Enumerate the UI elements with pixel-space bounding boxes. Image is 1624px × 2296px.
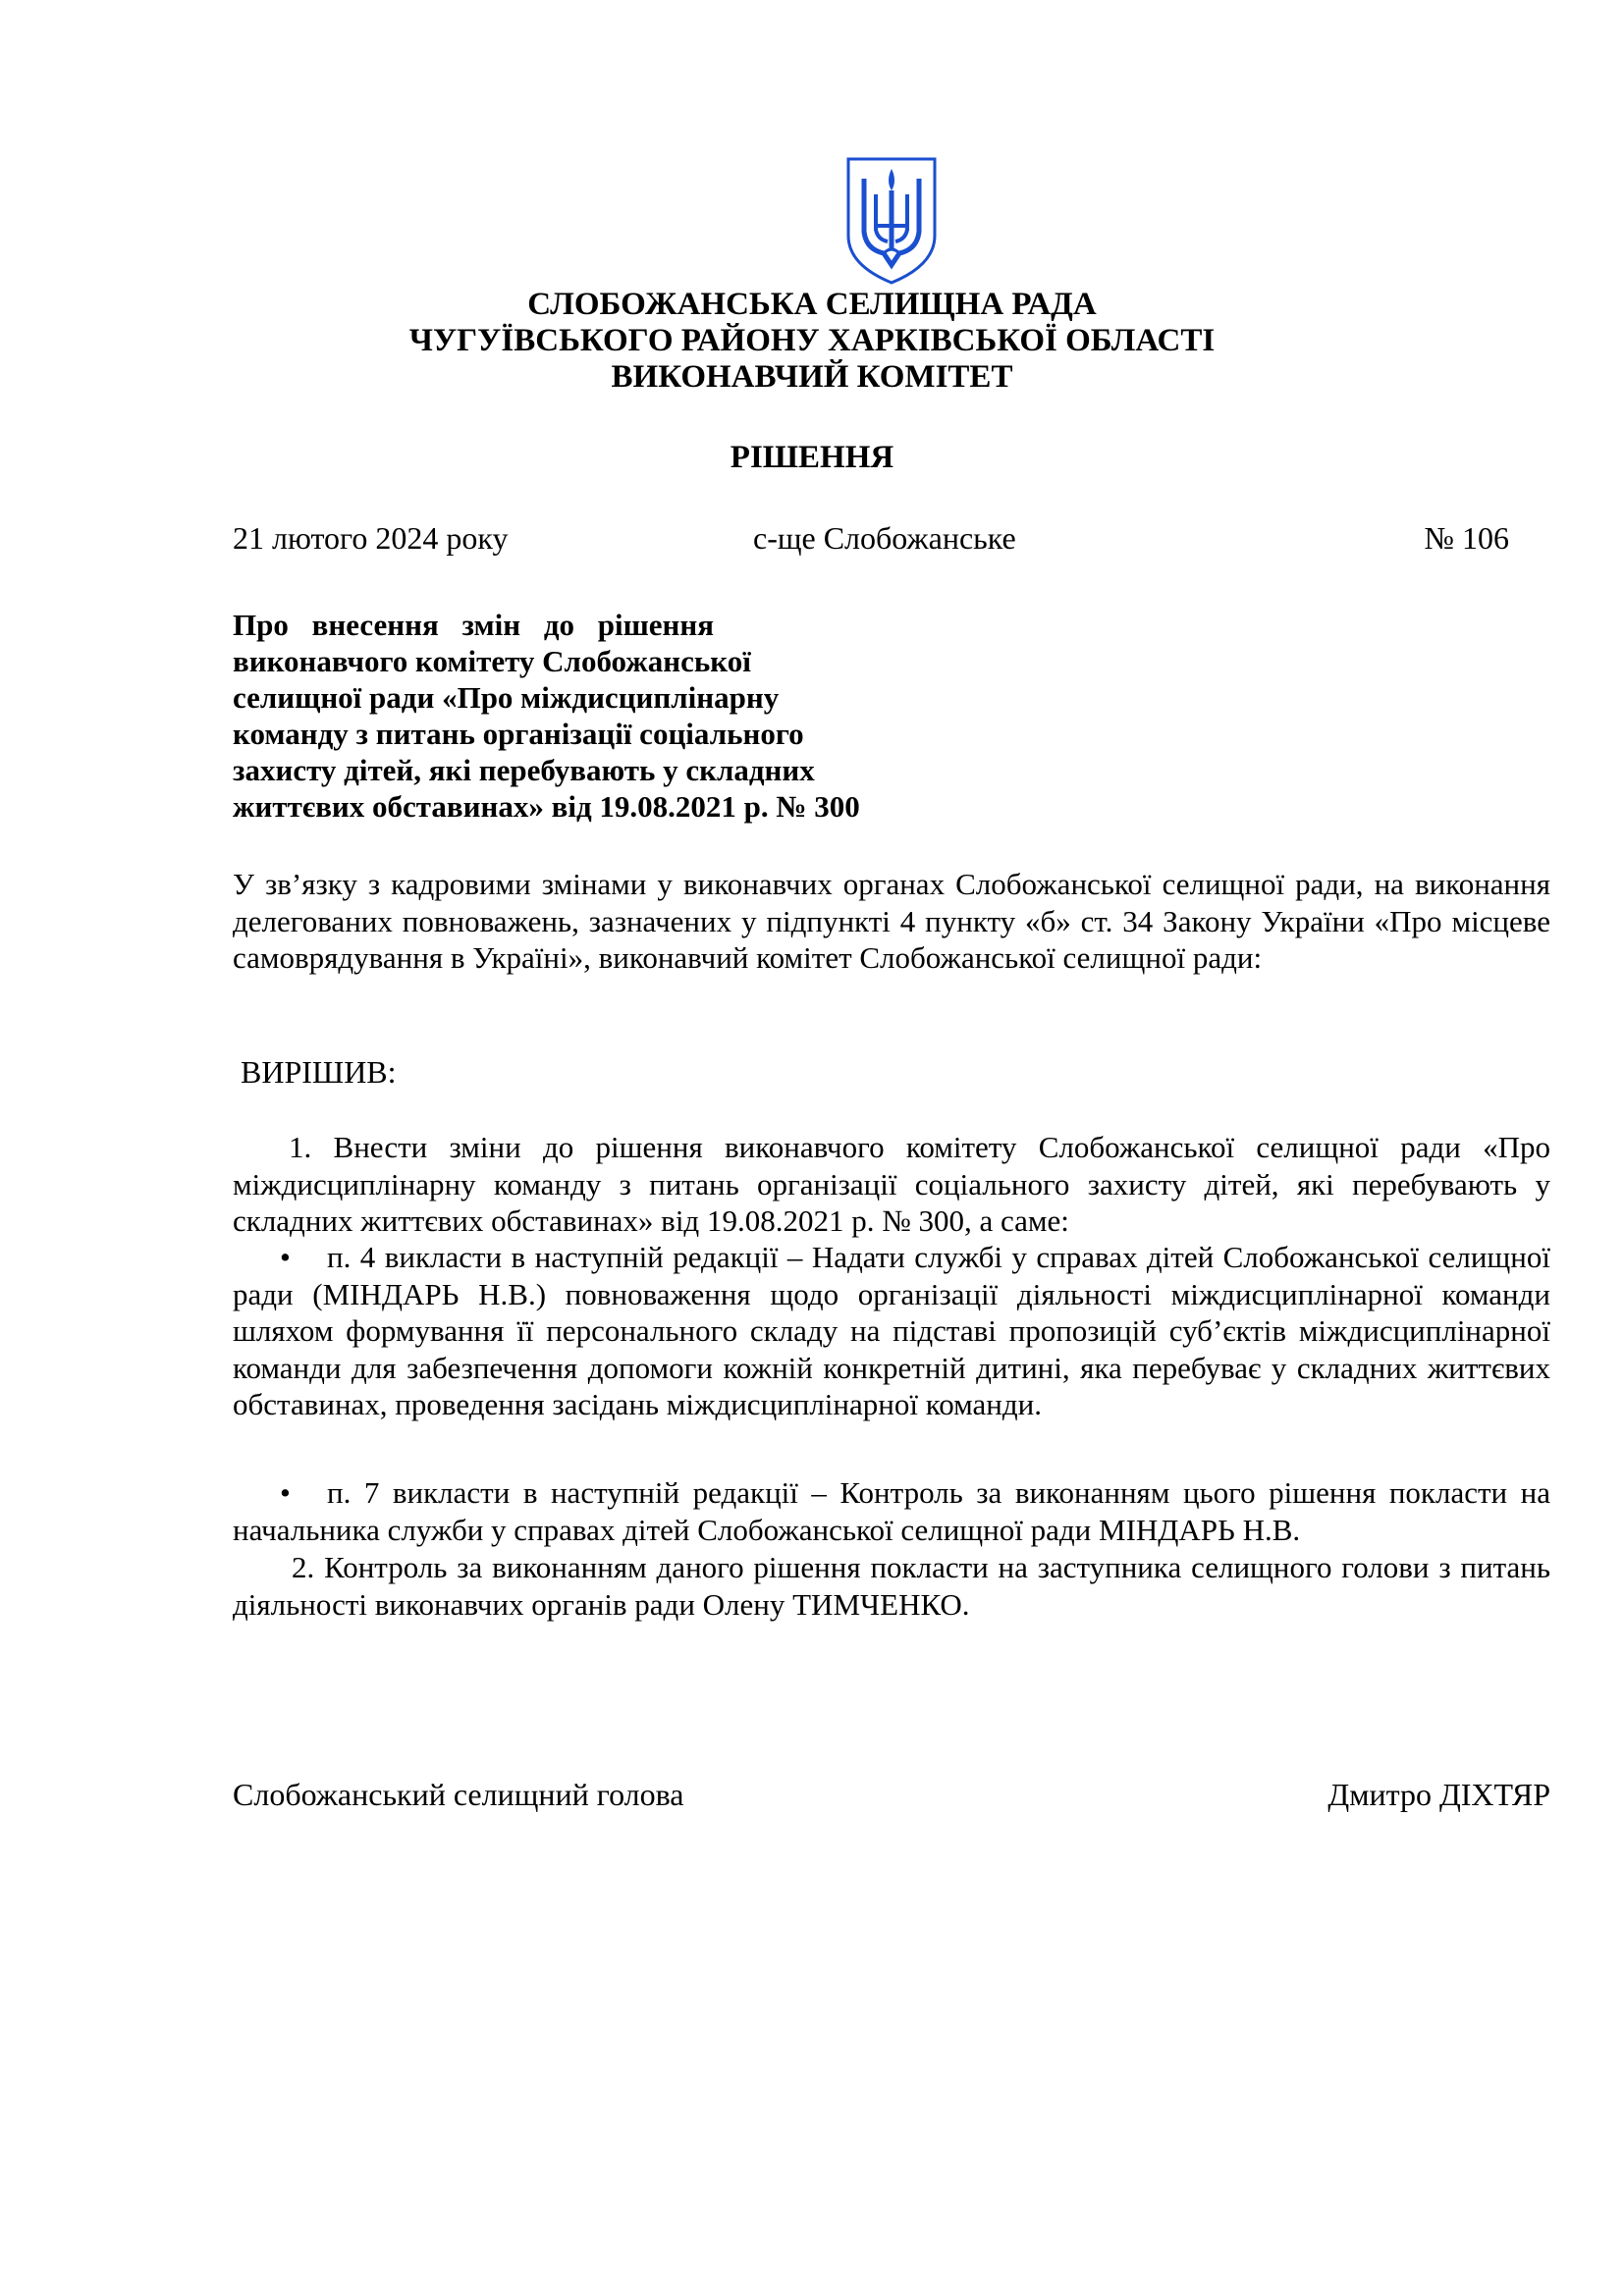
- signatory-name: Дмитро ДІХТЯР: [1327, 1777, 1550, 1812]
- bullet-item-p7: [233, 1474, 1550, 1548]
- subject-line: захисту дітей, які перебувають у складних: [233, 753, 815, 787]
- resolution-item-1: 1. Внести зміни до рішення виконавчого комітету Слобожанської селищної ради «Про міждисциплінарну команду з питань організації соціального захисту дітей, які перебувають у складних життєвих обставинах» від 19.08.2021 р. № 300, а саме:: [233, 1130, 1550, 1238]
- decision-subject: [233, 607, 940, 825]
- bullet-text: п. 7 викласти в наступній редакції – Контроль за виконанням цього рішення покласти на начальника служби у справах дітей Слобожанської селищної ради МІНДАРЬ Н.В.: [233, 1475, 1550, 1547]
- document-meta: [233, 520, 1509, 560]
- bullet-text: п. 4 викласти в наступній редакції – Надати службі у справах дітей Слобожанської селищної ради (МІНДАРЬ Н.В.) повноваження щодо організації діяльності міждисциплінарної команди шляхом формування її персонального складу на підставі пропозицій суб’єктів міждисциплінарної команди для забезпечення допомоги кожній конкретній дитині, яка перебуває у складних життєвих обставинах, проведення засідань міждисциплінарної команди.: [233, 1240, 1550, 1421]
- bullet-item-p4: [233, 1239, 1550, 1423]
- subject-line: Про внесення змін до рішення: [233, 608, 715, 642]
- resolved-heading: ВИРІШИВ:: [241, 1054, 397, 1090]
- document-header: [0, 287, 1624, 396]
- district-name: ЧУГУЇВСЬКОГО РАЙОНУ ХАРКІВСЬКОЇ ОБЛАСТІ: [408, 323, 1216, 358]
- decision-place: с-ще Слобожанське: [753, 520, 1016, 556]
- decision-date: 21 лютого 2024 року: [233, 520, 509, 556]
- signatory-position: Слобожанський селищний голова: [233, 1777, 684, 1812]
- bullet-icon: •: [280, 1475, 291, 1510]
- committee-name: ВИКОНАВЧИЙ КОМІТЕТ: [611, 359, 1013, 395]
- subject-line: виконавчого комітету Слобожанської: [233, 644, 751, 678]
- resolution-item-2: 2. Контроль за виконанням даного рішення покласти на заступника селищного голови з питань діяльності виконавчих органів ради Олену ТИМЧЕНКО.: [233, 1550, 1550, 1622]
- council-name: СЛОБОЖАНСЬКА СЕЛИЩНА РАДА: [527, 287, 1097, 322]
- preamble-paragraph: У зв’язку з кадровими змінами у виконавчих органах Слобожанської селищної ради, на виконання делегованих повноважень, зазначених у підпункті 4 пункту «б» ст. 34 Закону України «Про місцеве самоврядування в Україні», виконавчий комітет Слобожанської селищної ради:: [233, 867, 1550, 975]
- bullet-icon: •: [280, 1240, 291, 1274]
- subject-line: команду з питань організації соціального: [233, 717, 804, 751]
- coat-of-arms-emblem: [844, 155, 939, 287]
- document-title: РІШЕННЯ: [730, 440, 894, 475]
- subject-line: життєвих обставинах» від 19.08.2021 р. № 300: [233, 789, 860, 824]
- decision-number: № 106: [1424, 520, 1509, 556]
- subject-line: селищної ради «Про міждисциплінарну: [233, 680, 780, 715]
